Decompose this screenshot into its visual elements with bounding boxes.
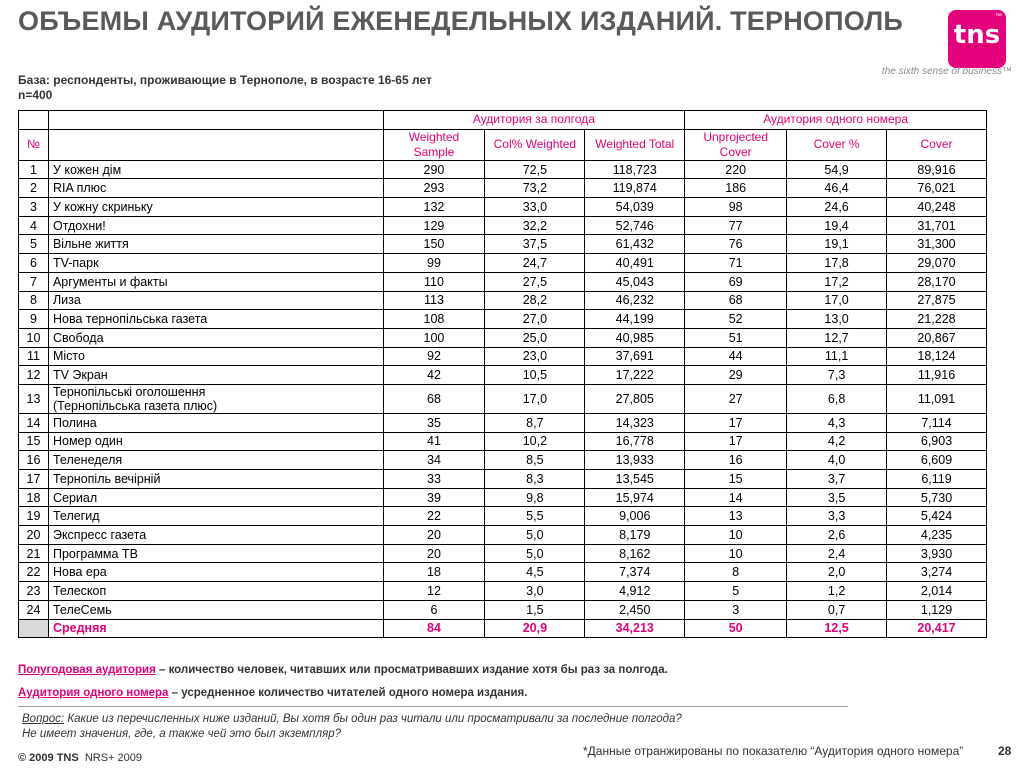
- header-col-pct-weighted: Col% Weighted: [485, 129, 585, 160]
- table-row: [19, 563, 987, 582]
- cover-pct-cell: 11,1: [787, 347, 887, 366]
- unprojected-cover-cell: 44: [685, 347, 787, 366]
- row-number: 14: [19, 413, 49, 432]
- weighted-total-cell: 14,323: [585, 413, 685, 432]
- publication-name: [48, 451, 383, 470]
- cover-cell: 18,124: [887, 347, 987, 366]
- average-unprojected-cover-cell: 50: [685, 619, 787, 638]
- cover-pct-cell: 2,4: [787, 544, 887, 563]
- table-row: [19, 526, 987, 545]
- header-row: [19, 129, 987, 160]
- unprojected-cover-cell: 13: [685, 507, 787, 526]
- unprojected-cover-cell: 17: [685, 413, 787, 432]
- table-row: [19, 328, 987, 347]
- col-pct-cell: 10,2: [485, 432, 585, 451]
- row-number: 18: [19, 488, 49, 507]
- cover-pct-cell: 3,7: [787, 470, 887, 489]
- table-row: [19, 544, 987, 563]
- publication-name: [48, 310, 383, 329]
- cover-cell: 5,730: [887, 488, 987, 507]
- publication-name-line: У кожну скриньку: [52, 199, 153, 214]
- publication-name-line: У кожен дім: [52, 162, 122, 177]
- weighted-sample-cell: 92: [383, 347, 485, 366]
- col-pct-cell: 1,5: [485, 600, 585, 619]
- weighted-total-cell: 8,179: [585, 526, 685, 545]
- header-blank: [19, 111, 49, 130]
- table-row: [19, 488, 987, 507]
- col-pct-cell: 8,5: [485, 451, 585, 470]
- weighted-total-cell: 13,545: [585, 470, 685, 489]
- publication-name: [48, 526, 383, 545]
- row-number: 8: [19, 291, 49, 310]
- publication-name-line: Номер один: [52, 434, 123, 449]
- weighted-total-cell: 119,874: [585, 179, 685, 198]
- cover-pct-cell: 17,2: [787, 272, 887, 291]
- publication-name-line: Телегид: [52, 509, 100, 524]
- cover-pct-cell: 3,5: [787, 488, 887, 507]
- weighted-total-cell: 45,043: [585, 272, 685, 291]
- unprojected-cover-cell: 10: [685, 544, 787, 563]
- cover-cell: 21,228: [887, 310, 987, 329]
- col-pct-cell: 28,2: [485, 291, 585, 310]
- weighted-total-cell: 13,933: [585, 451, 685, 470]
- term-halfyear: Полугодовая аудитория: [18, 664, 156, 676]
- publication-name: [48, 179, 383, 198]
- unprojected-cover-cell: 52: [685, 310, 787, 329]
- col-pct-cell: 37,5: [485, 235, 585, 254]
- publication-name-line: Сериал: [52, 490, 98, 505]
- table-row: [19, 507, 987, 526]
- cover-pct-cell: 1,2: [787, 582, 887, 601]
- unprojected-cover-cell: 10: [685, 526, 787, 545]
- weighted-sample-cell: 108: [383, 310, 485, 329]
- average-cover-pct-cell: 12,5: [787, 619, 887, 638]
- term-issue: Аудитория одного номера: [18, 687, 169, 699]
- cover-pct-cell: 19,4: [787, 216, 887, 235]
- col-pct-cell: 17,0: [485, 384, 585, 413]
- cover-cell: 76,021: [887, 179, 987, 198]
- publication-name-line: Вільне життя: [52, 237, 129, 252]
- publication-name-line: RIA плюс: [52, 181, 107, 196]
- unprojected-cover-cell: 220: [685, 160, 787, 179]
- survey-question: [22, 712, 682, 742]
- unprojected-cover-cell: 17: [685, 432, 787, 451]
- publication-name-line: Экспресс газета: [52, 527, 147, 542]
- publication-name: [48, 600, 383, 619]
- col-pct-cell: 5,5: [485, 507, 585, 526]
- cover-cell: 11,916: [887, 366, 987, 385]
- row-number: 24: [19, 600, 49, 619]
- weighted-sample-cell: 41: [383, 432, 485, 451]
- cover-pct-cell: 54,9: [787, 160, 887, 179]
- col-pct-cell: 5,0: [485, 526, 585, 545]
- weighted-total-cell: 8,162: [585, 544, 685, 563]
- col-pct-cell: 8,3: [485, 470, 585, 489]
- cover-pct-cell: 12,7: [787, 328, 887, 347]
- weighted-sample-cell: 20: [383, 526, 485, 545]
- desc-halfyear: – количество человек, читавших или просматривавших издание хотя бы раз за полгода.: [155, 664, 668, 676]
- publication-name-line: Полина: [52, 415, 97, 430]
- row-number: 22: [19, 563, 49, 582]
- table-row: [19, 413, 987, 432]
- base-line: База: респонденты, проживающие в Тернополе, в возрасте 16-65 лет: [18, 73, 432, 87]
- cover-pct-cell: 4,0: [787, 451, 887, 470]
- cover-cell: 29,070: [887, 254, 987, 273]
- table-row: [19, 179, 987, 198]
- cover-cell: 20,867: [887, 328, 987, 347]
- cover-pct-cell: 46,4: [787, 179, 887, 198]
- publication-name: [48, 384, 383, 413]
- cover-cell: 27,875: [887, 291, 987, 310]
- weighted-sample-cell: 42: [383, 366, 485, 385]
- unprojected-cover-cell: 14: [685, 488, 787, 507]
- table-row: [19, 366, 987, 385]
- weighted-sample-cell: 39: [383, 488, 485, 507]
- weighted-total-cell: 27,805: [585, 384, 685, 413]
- row-number: 15: [19, 432, 49, 451]
- cover-cell: 31,701: [887, 216, 987, 235]
- cover-cell: 6,119: [887, 470, 987, 489]
- average-blank: [19, 619, 49, 638]
- publication-name: [48, 235, 383, 254]
- weighted-total-cell: 2,450: [585, 600, 685, 619]
- row-number: 4: [19, 216, 49, 235]
- weighted-total-cell: 7,374: [585, 563, 685, 582]
- table-row: [19, 384, 987, 413]
- header-cover: Cover: [887, 129, 987, 160]
- cover-pct-cell: 13,0: [787, 310, 887, 329]
- weighted-sample-cell: 34: [383, 451, 485, 470]
- col-pct-cell: 27,0: [485, 310, 585, 329]
- header-group-issue: Аудитория одного номера: [685, 111, 987, 130]
- col-pct-cell: 3,0: [485, 582, 585, 601]
- col-pct-cell: 24,7: [485, 254, 585, 273]
- weighted-sample-cell: 290: [383, 160, 485, 179]
- cover-cell: 2,014: [887, 582, 987, 601]
- col-pct-cell: 25,0: [485, 328, 585, 347]
- definition-issue: [18, 687, 527, 699]
- cover-pct-cell: 0,7: [787, 600, 887, 619]
- unprojected-cover-cell: 16: [685, 451, 787, 470]
- col-pct-cell: 8,7: [485, 413, 585, 432]
- col-pct-cell: 33,0: [485, 198, 585, 217]
- table-row: [19, 160, 987, 179]
- publication-name: [48, 216, 383, 235]
- publication-name: [48, 198, 383, 217]
- weighted-sample-cell: 35: [383, 413, 485, 432]
- cover-cell: 3,930: [887, 544, 987, 563]
- cover-cell: 89,916: [887, 160, 987, 179]
- publication-name: [48, 488, 383, 507]
- cover-pct-cell: 7,3: [787, 366, 887, 385]
- publication-name-line: Тернопіль вечірній: [52, 471, 161, 486]
- publication-name-line: Телескоп: [52, 583, 107, 598]
- cover-cell: 7,114: [887, 413, 987, 432]
- weighted-sample-cell: 150: [383, 235, 485, 254]
- publication-name: [48, 328, 383, 347]
- weighted-sample-cell: 33: [383, 470, 485, 489]
- cover-pct-cell: 4,3: [787, 413, 887, 432]
- unprojected-cover-cell: 15: [685, 470, 787, 489]
- average-weighted-sample-cell: 84: [383, 619, 485, 638]
- weighted-total-cell: 40,985: [585, 328, 685, 347]
- row-number: 16: [19, 451, 49, 470]
- cover-pct-cell: 2,0: [787, 563, 887, 582]
- header-blank: [48, 111, 383, 130]
- audience-table: [18, 110, 987, 638]
- table-row: [19, 216, 987, 235]
- row-number: 20: [19, 526, 49, 545]
- cover-pct-cell: 6,8: [787, 384, 887, 413]
- row-number: 2: [19, 179, 49, 198]
- weighted-sample-cell: 113: [383, 291, 485, 310]
- col-pct-cell: 10,5: [485, 366, 585, 385]
- table-row: [19, 198, 987, 217]
- cover-pct-cell: 19,1: [787, 235, 887, 254]
- publication-name-line: TV Экран: [52, 368, 108, 383]
- sample-size: n=400: [18, 88, 53, 102]
- col-pct-cell: 5,0: [485, 544, 585, 563]
- average-cover-cell: 20,417: [887, 619, 987, 638]
- table-row: [19, 235, 987, 254]
- unprojected-cover-cell: 71: [685, 254, 787, 273]
- weighted-total-cell: 46,232: [585, 291, 685, 310]
- publication-name: [48, 582, 383, 601]
- cover-pct-cell: 17,0: [787, 291, 887, 310]
- table-row: [19, 582, 987, 601]
- unprojected-cover-cell: 77: [685, 216, 787, 235]
- col-pct-cell: 27,5: [485, 272, 585, 291]
- weighted-total-cell: 15,974: [585, 488, 685, 507]
- col-pct-cell: 23,0: [485, 347, 585, 366]
- unprojected-cover-cell: 51: [685, 328, 787, 347]
- unprojected-cover-cell: 98: [685, 198, 787, 217]
- question-label: Вопрос:: [22, 713, 65, 725]
- cover-cell: 31,300: [887, 235, 987, 254]
- average-row: [19, 619, 987, 638]
- publication-name: [48, 563, 383, 582]
- weighted-total-cell: 52,746: [585, 216, 685, 235]
- publication-name: [48, 507, 383, 526]
- weighted-total-cell: 17,222: [585, 366, 685, 385]
- header-unprojected-cover: Unprojected Cover: [685, 129, 787, 160]
- unprojected-cover-cell: 29: [685, 366, 787, 385]
- weighted-sample-cell: 12: [383, 582, 485, 601]
- weighted-total-cell: 61,432: [585, 235, 685, 254]
- cover-pct-cell: 24,6: [787, 198, 887, 217]
- row-number: 11: [19, 347, 49, 366]
- question-text: Какие из перечисленных ниже изданий, Вы хотя бы один раз читали или просматривали за последние полгода?: [64, 713, 682, 725]
- publication-name-line: Программа ТВ: [52, 546, 138, 561]
- weighted-total-cell: 9,006: [585, 507, 685, 526]
- publication-name-line: Аргументы и факты: [52, 274, 168, 289]
- row-number: 21: [19, 544, 49, 563]
- weighted-total-cell: 16,778: [585, 432, 685, 451]
- weighted-sample-cell: 22: [383, 507, 485, 526]
- logo-tagline: the sixth sense of business™: [881, 66, 1012, 77]
- unprojected-cover-cell: 27: [685, 384, 787, 413]
- row-number: 12: [19, 366, 49, 385]
- cover-cell: 3,274: [887, 563, 987, 582]
- weighted-sample-cell: 293: [383, 179, 485, 198]
- divider: [18, 706, 848, 707]
- publication-name: [48, 544, 383, 563]
- desc-issue: – усредненное количество читателей одного номера издания.: [168, 687, 528, 699]
- publication-name: [48, 291, 383, 310]
- base-description: [18, 73, 432, 103]
- cover-cell: 6,903: [887, 432, 987, 451]
- col-pct-cell: 32,2: [485, 216, 585, 235]
- col-pct-cell: 9,8: [485, 488, 585, 507]
- cover-cell: 6,609: [887, 451, 987, 470]
- cover-pct-cell: 17,8: [787, 254, 887, 273]
- row-number: 6: [19, 254, 49, 273]
- publication-name-line: Лиза: [52, 293, 81, 308]
- average-col-pct-cell: 20,9: [485, 619, 585, 638]
- row-number: 19: [19, 507, 49, 526]
- unprojected-cover-cell: 76: [685, 235, 787, 254]
- weighted-sample-cell: 99: [383, 254, 485, 273]
- publication-name-line: (Тернопільська газета плюс): [52, 398, 218, 413]
- definition-halfyear: [18, 664, 668, 676]
- row-number: 3: [19, 198, 49, 217]
- weighted-total-cell: 54,039: [585, 198, 685, 217]
- header-weighted-sample: Weighted Sample: [383, 129, 485, 160]
- cover-cell: 5,424: [887, 507, 987, 526]
- row-number: 10: [19, 328, 49, 347]
- row-number: 9: [19, 310, 49, 329]
- publication-name-line: Тернопільські оголошення: [52, 384, 206, 399]
- weighted-total-cell: 37,691: [585, 347, 685, 366]
- table-row: [19, 254, 987, 273]
- row-number: 23: [19, 582, 49, 601]
- weighted-total-cell: 44,199: [585, 310, 685, 329]
- weighted-sample-cell: 100: [383, 328, 485, 347]
- weighted-sample-cell: 20: [383, 544, 485, 563]
- weighted-total-cell: 40,491: [585, 254, 685, 273]
- unprojected-cover-cell: 68: [685, 291, 787, 310]
- page-number: 28: [998, 744, 1012, 758]
- logo-trademark: ™: [995, 13, 1002, 20]
- header-blank: [48, 129, 383, 160]
- publication-name-line: Свобода: [52, 330, 104, 345]
- header-cover-pct: Cover %: [787, 129, 887, 160]
- table-row: [19, 291, 987, 310]
- table-row: [19, 347, 987, 366]
- header-weighted-total: Weighted Total: [585, 129, 685, 160]
- col-pct-cell: 73,2: [485, 179, 585, 198]
- weighted-total-cell: 118,723: [585, 160, 685, 179]
- row-number: 7: [19, 272, 49, 291]
- publication-name: [48, 432, 383, 451]
- unprojected-cover-cell: 5: [685, 582, 787, 601]
- publication-name-line: Отдохни!: [52, 218, 106, 233]
- table-row: [19, 451, 987, 470]
- publication-name: [48, 470, 383, 489]
- table-row: [19, 272, 987, 291]
- cover-cell: 11,091: [887, 384, 987, 413]
- cover-pct-cell: 3,3: [787, 507, 887, 526]
- question-text-2: Не имеет значения, где, а также чей это был экземпляр?: [22, 728, 342, 740]
- unprojected-cover-cell: 8: [685, 563, 787, 582]
- weighted-sample-cell: 68: [383, 384, 485, 413]
- copyright-brand: © 2009 TNS: [18, 752, 79, 764]
- weighted-sample-cell: 132: [383, 198, 485, 217]
- study-name: NRS+ 2009: [84, 752, 143, 764]
- publication-name-line: Нова тернопільська газета: [52, 312, 208, 327]
- publication-name: [48, 347, 383, 366]
- publication-name: [48, 272, 383, 291]
- header-group-row: [19, 111, 987, 130]
- publication-name-line: Теленеделя: [52, 453, 123, 468]
- unprojected-cover-cell: 69: [685, 272, 787, 291]
- publication-name: [48, 413, 383, 432]
- cover-cell: 1,129: [887, 600, 987, 619]
- unprojected-cover-cell: 186: [685, 179, 787, 198]
- header-group-halfyear: Аудитория за полгода: [383, 111, 685, 130]
- cover-cell: 28,170: [887, 272, 987, 291]
- cover-cell: 40,248: [887, 198, 987, 217]
- weighted-sample-cell: 129: [383, 216, 485, 235]
- weighted-sample-cell: 6: [383, 600, 485, 619]
- weighted-total-cell: 4,912: [585, 582, 685, 601]
- average-label: Средняя: [48, 619, 383, 638]
- weighted-sample-cell: 110: [383, 272, 485, 291]
- publication-name-line: TV-парк: [52, 255, 99, 270]
- table-row: [19, 600, 987, 619]
- cover-pct-cell: 4,2: [787, 432, 887, 451]
- logo-text: tns: [953, 20, 1001, 50]
- publication-name-line: Місто: [52, 349, 85, 364]
- row-number: 5: [19, 235, 49, 254]
- col-pct-cell: 72,5: [485, 160, 585, 179]
- average-weighted-total-cell: 34,213: [585, 619, 685, 638]
- publication-name-line: ТелеСемь: [52, 602, 112, 617]
- publication-name-line: Нова ера: [52, 565, 107, 580]
- publication-name: [48, 366, 383, 385]
- table-row: [19, 470, 987, 489]
- page-title: ОБЪЕМЫ АУДИТОРИЙ ЕЖЕНЕДЕЛЬНЫХ ИЗДАНИЙ. ТЕРНОПОЛЬ: [18, 6, 904, 36]
- table-row: [19, 432, 987, 451]
- row-number: 17: [19, 470, 49, 489]
- col-pct-cell: 4,5: [485, 563, 585, 582]
- row-number: 1: [19, 160, 49, 179]
- cover-cell: 4,235: [887, 526, 987, 545]
- publication-name: [48, 160, 383, 179]
- row-number: 13: [19, 384, 49, 413]
- cover-pct-cell: 2,6: [787, 526, 887, 545]
- copyright: [18, 752, 142, 764]
- weighted-sample-cell: 18: [383, 563, 485, 582]
- header-number: №: [19, 129, 49, 160]
- tns-logo: [948, 10, 1006, 68]
- unprojected-cover-cell: 3: [685, 600, 787, 619]
- publication-name: [48, 254, 383, 273]
- table-row: [19, 310, 987, 329]
- ranking-footnote: *Данные отранжированы по показателю “Аудитория одного номера”: [583, 744, 964, 758]
